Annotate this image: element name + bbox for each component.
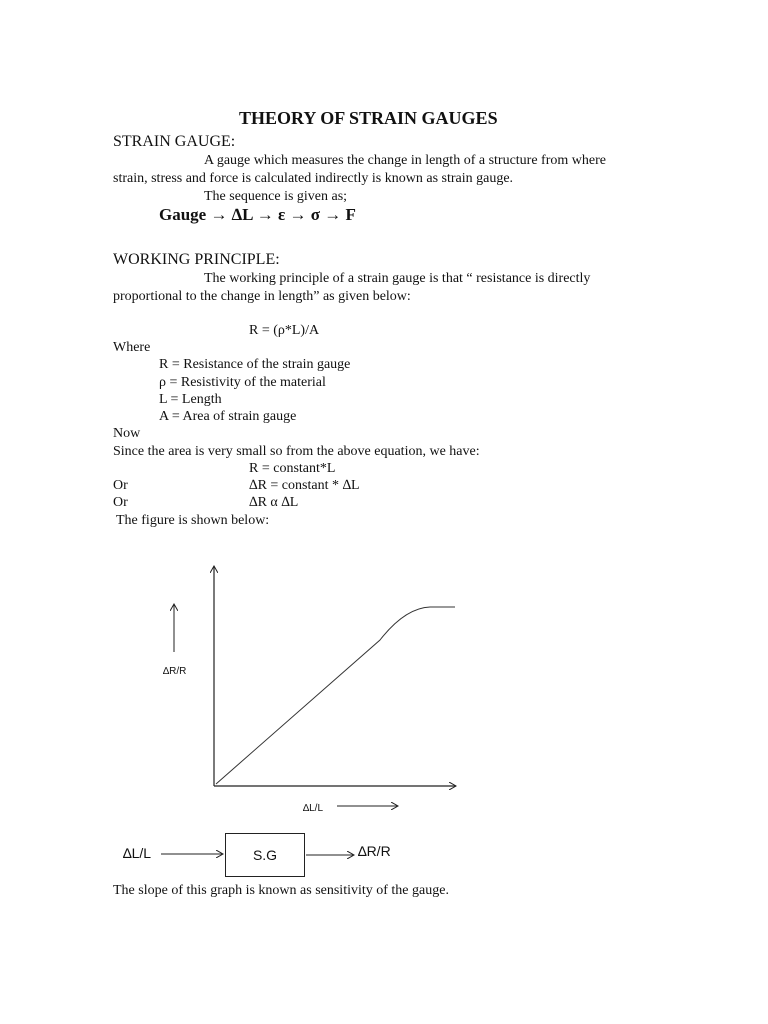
response-curve <box>216 607 455 784</box>
strain-gauge-block-label: S.G <box>252 847 278 863</box>
or-label: Or <box>113 478 128 493</box>
working-principle-text-line-1: The working principle of a strain gauge is that “ resistance is directly <box>204 271 591 286</box>
definition-item: L = Length <box>159 392 222 407</box>
strain-gauge-block <box>225 833 305 877</box>
strain-gauge-heading: STRAIN GAUGE: <box>113 133 236 150</box>
since-text: Since the area is very small so from the above equation, we have: <box>113 444 480 459</box>
strain-gauge-text-line-3: The sequence is given as; <box>204 189 348 204</box>
or-label: Or <box>113 495 128 510</box>
working-principle-heading: WORKING PRINCIPLE: <box>113 251 280 268</box>
strain-gauge-text-line-2: strain, stress and force is calculated indirectly is known as strain gauge. <box>113 171 514 186</box>
x-axis-label: ∆L/L <box>303 803 324 814</box>
working-principle-text-line-2: proportional to the change in length” as given below: <box>113 289 411 304</box>
where-label: Where <box>113 340 151 355</box>
definition-item: R = Resistance of the strain gauge <box>159 357 351 372</box>
figure-intro-text: The figure is shown below: <box>116 513 270 528</box>
y-axis-label: ∆R/R <box>163 666 187 677</box>
conclusion-text: The slope of this graph is known as sensitivity of the gauge. <box>113 883 449 898</box>
strain-gauge-text-line-1: A gauge which measures the change in length of a structure from where <box>204 153 606 168</box>
resistance-equation: R = (ρ*L)/A <box>249 323 320 338</box>
gauge-sequence: Gauge → ∆L → ε → σ → F <box>159 205 356 224</box>
block-input-label: ∆L/L <box>123 845 152 861</box>
proportionality-equation: ∆R α ∆L <box>249 495 299 510</box>
definition-item: ρ = Resistivity of the material <box>159 375 326 390</box>
proportional-equation: R = constant*L <box>249 461 336 476</box>
definition-item: A = Area of strain gauge <box>159 409 297 424</box>
delta-equation: ∆R = constant * ∆L <box>249 478 360 493</box>
block-output-label: ∆R/R <box>358 843 391 859</box>
now-label: Now <box>113 426 141 441</box>
page-title: THEORY OF STRAIN GAUGES <box>239 108 498 128</box>
